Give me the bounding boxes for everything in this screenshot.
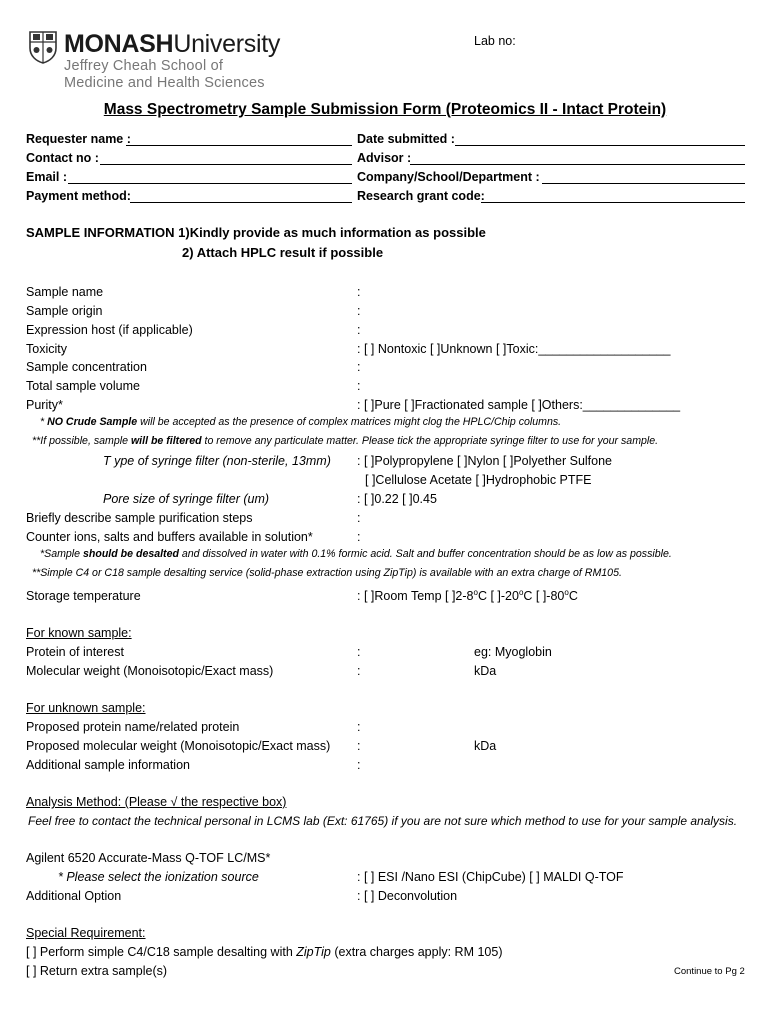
- form-title: Mass Spectrometry Sample Submission Form (Proteomics II - Intact Protein): [103, 101, 667, 118]
- sample-info-heading: SAMPLE INFORMATION 1)Kindly provide as much information as possible: [26, 225, 486, 240]
- sample-origin-label: Sample origin: [26, 304, 103, 318]
- contact-no-field[interactable]: [100, 164, 352, 165]
- purification-steps-label: Briefly describe sample purification steps: [26, 511, 253, 525]
- school-line-2: Medicine and Health Sciences: [64, 75, 265, 91]
- ziptip-desalting-option[interactable]: [ ] Perform simple C4/C18 sample desalting with ZipTip (extra charges apply: RM 105): [26, 945, 503, 959]
- requester-name-field[interactable]: [126, 145, 352, 146]
- additional-info-colon[interactable]: :: [357, 758, 361, 772]
- note-no-crude: * NO Crude Sample will be accepted as the presence of complex matrices might clog the HPLC/Chip columns.: [40, 416, 562, 428]
- proposed-mw-label: Proposed molecular weight (Monoisotopic/Exact mass): [26, 739, 331, 753]
- protein-of-interest-colon[interactable]: :: [357, 645, 361, 659]
- proposed-name-label: Proposed protein name/related protein: [26, 720, 240, 734]
- toxicity-options[interactable]: : [ ] Nontoxic [ ]Unknown [ ]Toxic:___________________: [357, 342, 671, 356]
- pore-size-options[interactable]: : [ ]0.22 [ ]0.45: [357, 492, 437, 506]
- school-line-1: Jeffrey Cheah School of: [64, 58, 224, 74]
- sample-name-colon[interactable]: :: [357, 285, 361, 299]
- filter-type-options-2[interactable]: [ ]Cellulose Acetate [ ]Hydrophobic PTFE: [365, 473, 592, 487]
- advisor-field[interactable]: [410, 164, 745, 165]
- sample-name-label: Sample name: [26, 285, 104, 299]
- purity-options[interactable]: : [ ]Pure [ ]Fractionated sample [ ]Others:______________: [357, 398, 681, 412]
- known-mw-label: Molecular weight (Monoisotopic/Exact mass): [26, 664, 274, 678]
- date-submitted-field[interactable]: [455, 145, 745, 146]
- additional-option-label: Additional Option: [26, 889, 122, 903]
- requester-name-label: Requester name :: [26, 132, 131, 146]
- email-label: Email :: [26, 170, 67, 184]
- filter-type-label: T ype of syringe filter (non-sterile, 13mm): [103, 454, 331, 468]
- grant-code-field[interactable]: [481, 202, 745, 203]
- sample-origin-colon[interactable]: :: [357, 304, 361, 318]
- storage-temperature-label: Storage temperature: [26, 589, 141, 603]
- proposed-mw-unit: kDa: [474, 739, 497, 753]
- note-ziptip: **Simple C4 or C18 sample desalting service (solid-phase extraction using ZipTip) is available with an extra charge of RM105.: [32, 567, 622, 579]
- instrument-label: Agilent 6520 Accurate-Mass Q-TOF LC/MS*: [26, 851, 271, 865]
- sample-concentration-colon[interactable]: :: [357, 360, 361, 374]
- payment-method-field[interactable]: [130, 202, 352, 203]
- additional-info-label: Additional sample information: [26, 758, 190, 772]
- purity-label: Purity*: [26, 398, 63, 412]
- toxicity-label: Toxicity: [26, 342, 67, 356]
- total-volume-colon[interactable]: :: [357, 379, 361, 393]
- filter-type-options-1[interactable]: : [ ]Polypropylene [ ]Nylon [ ]Polyether Sulfone: [357, 454, 612, 468]
- company-field[interactable]: [542, 183, 745, 184]
- protein-example: eg: Myoglobin: [474, 645, 552, 659]
- contact-no-label: Contact no :: [26, 151, 99, 165]
- storage-temperature-options[interactable]: : [ ]Room Temp [ ]2-8$^o$C [ ]-20$^o$C [ ]-80$^o$C: [357, 588, 578, 603]
- counter-ions-colon[interactable]: :: [357, 530, 361, 544]
- ionization-label: * Please select the ionization source: [58, 870, 259, 884]
- pore-size-label: Pore size of syringe filter (um): [103, 492, 270, 506]
- deconvolution-option[interactable]: : [ ] Deconvolution: [357, 889, 458, 903]
- sample-info-heading-2: 2) Attach HPLC result if possible: [182, 245, 384, 260]
- grant-code-label: Research grant code:: [357, 189, 485, 203]
- known-mw-colon[interactable]: :: [357, 664, 361, 678]
- ionization-options[interactable]: : [ ] ESI /Nano ESI (ChipCube) [ ] MALDI Q-TOF: [357, 870, 624, 884]
- continue-note: Continue to Pg 2: [674, 966, 745, 977]
- expression-host-colon[interactable]: :: [357, 323, 361, 337]
- lab-no-label: Lab no:: [474, 34, 516, 48]
- known-sample-heading: For known sample:: [26, 626, 132, 640]
- sample-concentration-label: Sample concentration: [26, 360, 147, 374]
- date-submitted-label: Date submitted :: [357, 132, 455, 146]
- note-desalt: *Sample should be desalted and dissolved in water with 0.1% formic acid. Salt and buffer concentration should be as low as possible.: [40, 548, 672, 560]
- note-filter: **If possible, sample will be filtered to remove any particulate matter. Please tick the appropriate syringe filter to use for your sample.: [32, 435, 659, 447]
- company-label: Company/School/Department :: [357, 170, 540, 184]
- protein-of-interest-label: Protein of interest: [26, 645, 124, 659]
- unknown-sample-heading: For unknown sample:: [26, 701, 146, 715]
- analysis-method-heading: Analysis Method: (Please √ the respective box): [26, 795, 287, 809]
- known-mw-unit: kDa: [474, 664, 497, 678]
- return-sample-option[interactable]: [ ] Return extra sample(s): [26, 964, 168, 978]
- counter-ions-label: Counter ions, salts and buffers available in solution*: [26, 530, 313, 544]
- proposed-mw-colon[interactable]: :: [357, 739, 361, 753]
- email-field[interactable]: [68, 183, 352, 184]
- advisor-label: Advisor :: [357, 151, 412, 165]
- proposed-name-colon[interactable]: :: [357, 720, 361, 734]
- special-requirement-heading: Special Requirement:: [26, 926, 146, 940]
- analysis-contact-note: Feel free to contact the technical personal in LCMS lab (Ext: 61765) if you are not sure which method to use for your sample analysis.: [28, 814, 738, 828]
- payment-method-label: Payment method:: [26, 189, 131, 203]
- expression-host-label: Expression host (if applicable): [26, 323, 193, 337]
- total-volume-label: Total sample volume: [26, 379, 140, 393]
- purification-steps-colon[interactable]: :: [357, 511, 361, 525]
- monash-crest-icon: [28, 30, 58, 64]
- monash-logo-text: MONASHUniversity: [64, 30, 281, 58]
